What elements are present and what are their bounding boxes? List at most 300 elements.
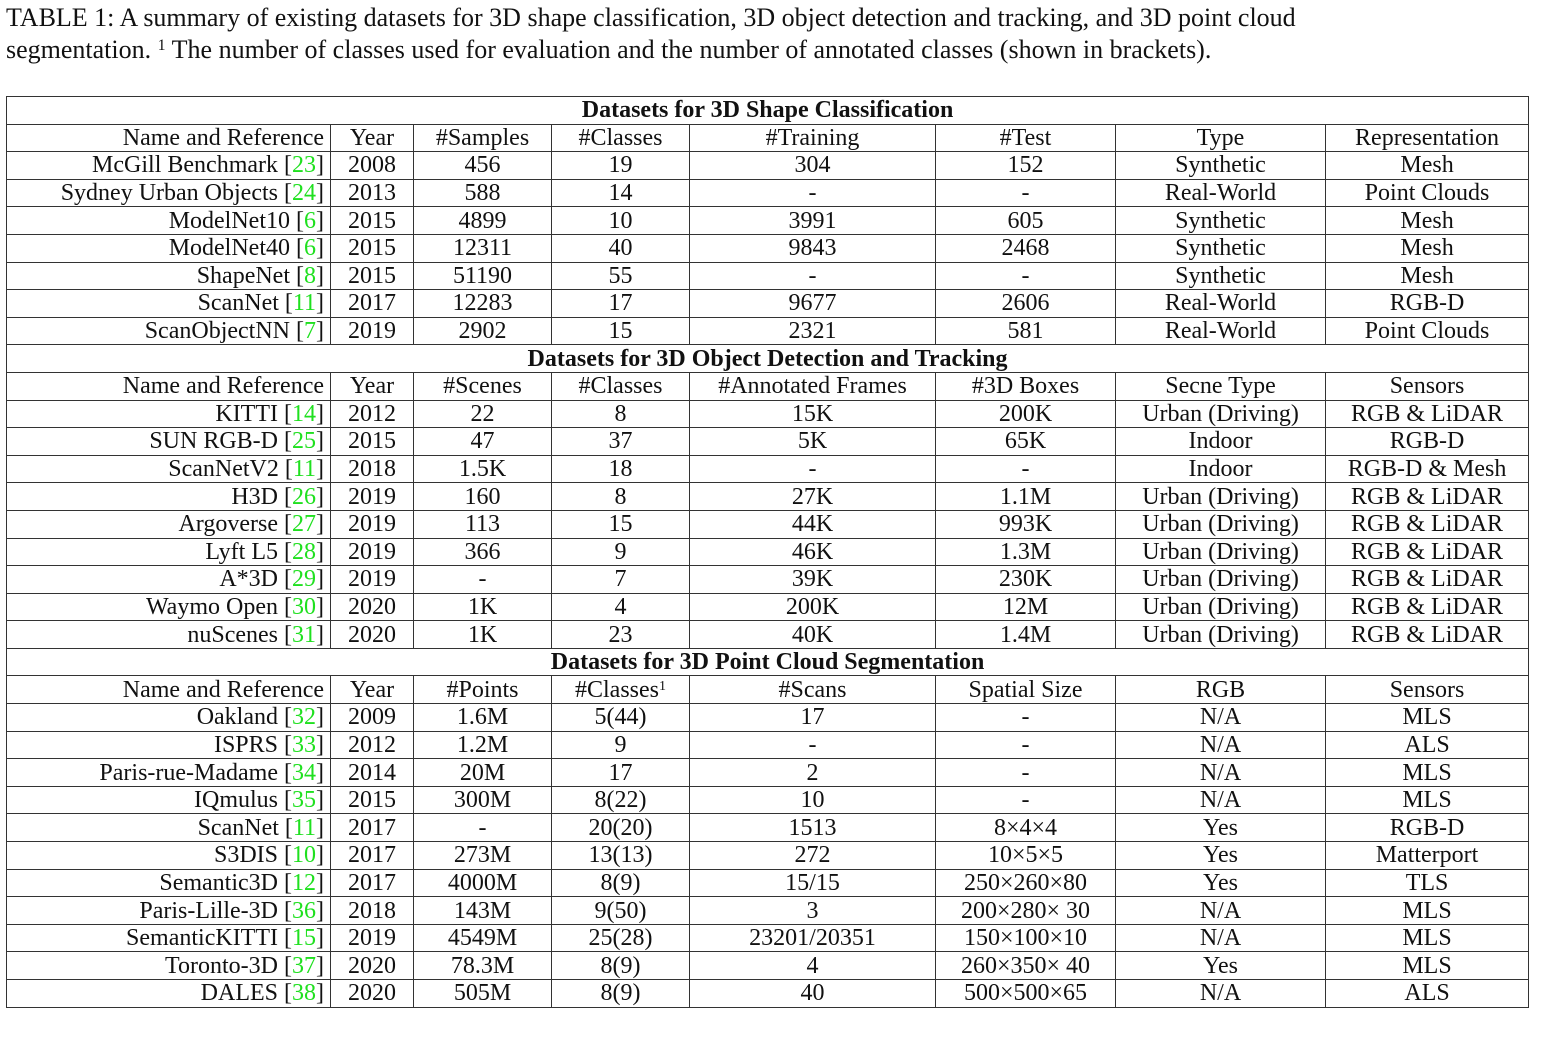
table-row [7, 317, 1529, 345]
dataset-name: A*3D [219, 566, 278, 593]
table-cell: 39K [690, 566, 936, 594]
table-cell: 2015 [331, 428, 414, 456]
column-header [552, 124, 690, 152]
table-cell: 9 [552, 538, 690, 566]
table-cell: RGB-D & Mesh [1326, 455, 1529, 483]
table-cell: 2012 [331, 400, 414, 428]
table-cell: N/A [1116, 980, 1326, 1008]
dataset-name-cell: ScanNetV2 [11] [7, 455, 331, 483]
citation-link[interactable]: 30 [292, 593, 316, 620]
table-cell: Yes [1116, 842, 1326, 870]
dataset-name: Argoverse [178, 511, 278, 538]
citation-link[interactable]: 7 [304, 318, 316, 345]
table-cell: Urban (Driving) [1116, 483, 1326, 511]
table-cell: 2008 [331, 152, 414, 180]
table-cell: MLS [1326, 952, 1529, 980]
table-cell: Real-World [1116, 317, 1326, 345]
table-cell: N/A [1116, 704, 1326, 732]
table-cell: Urban (Driving) [1116, 510, 1326, 538]
table-cell: 505M [414, 980, 552, 1008]
table-cell: Indoor [1116, 428, 1326, 456]
table-cell: Yes [1116, 814, 1326, 842]
table-cell: 366 [414, 538, 552, 566]
table-cell: Urban (Driving) [1116, 621, 1326, 649]
table-cell: RGB & LiDAR [1326, 483, 1529, 511]
table-cell: 2014 [331, 759, 414, 787]
table-cell: 4549M [414, 924, 552, 952]
table-cell: - [690, 179, 936, 207]
table-cell: 2 [690, 759, 936, 787]
citation-link[interactable]: 26 [292, 483, 316, 510]
dataset-name: ModelNet10 [168, 207, 290, 234]
dataset-name-cell: ModelNet40 [6] [7, 234, 331, 262]
table-cell: - [936, 455, 1116, 483]
table-cell: - [936, 759, 1116, 787]
caption-segment: segmentation. [6, 35, 152, 64]
table-cell: - [936, 179, 1116, 207]
dataset-name-cell: nuScenes [31] [7, 621, 331, 649]
table-row [7, 290, 1529, 318]
dataset-name: ScanNetV2 [168, 456, 279, 483]
citation-link[interactable]: 24 [292, 180, 316, 207]
table-cell: 23201/20351 [690, 924, 936, 952]
table-cell: 9677 [690, 290, 936, 318]
table-row [7, 207, 1529, 235]
table-cell: 1.5K [414, 455, 552, 483]
table-cell: 15 [552, 510, 690, 538]
dataset-name-cell: ScanNet [11] [7, 290, 331, 318]
table-cell: 4 [690, 952, 936, 980]
table-cell: 2017 [331, 869, 414, 897]
table-row [7, 952, 1529, 980]
citation-link[interactable]: 27 [292, 511, 316, 538]
table-cell: 304 [690, 152, 936, 180]
table-cell: 8(9) [552, 952, 690, 980]
dataset-name: ModelNet40 [168, 235, 290, 262]
table-row [7, 759, 1529, 787]
table-row [7, 152, 1529, 180]
table-cell: 2018 [331, 897, 414, 925]
dataset-name: ScanNet [197, 814, 279, 841]
table-cell: RGB-D [1326, 290, 1529, 318]
citation-link[interactable]: 32 [292, 704, 316, 731]
dataset-name: DALES [200, 980, 278, 1007]
table-cell: Yes [1116, 869, 1326, 897]
dataset-name: H3D [231, 483, 278, 510]
table-row [7, 400, 1529, 428]
column-header [690, 124, 936, 152]
table-cell: 2019 [331, 566, 414, 594]
table-cell: 4899 [414, 207, 552, 235]
table-cell: 2012 [331, 731, 414, 759]
section-title: Datasets for 3D Object Detection and Tracking [7, 345, 1529, 373]
table-row [7, 179, 1529, 207]
table-cell: N/A [1116, 731, 1326, 759]
column-header-label: #Test [999, 124, 1052, 151]
column-header [690, 676, 936, 704]
dataset-name-cell: McGill Benchmark [23] [7, 152, 331, 180]
column-header [331, 372, 414, 400]
dataset-name: ScanNet [197, 290, 279, 317]
column-header-label: #Classes [578, 373, 663, 400]
table-cell: 1.1M [936, 483, 1116, 511]
dataset-name: SUN RGB-D [149, 428, 278, 455]
dataset-name: Semantic3D [159, 869, 278, 896]
table-cell: 12M [936, 593, 1116, 621]
column-header-label: Secne Type [1165, 373, 1276, 400]
citation-link[interactable]: 33 [292, 731, 316, 758]
table-cell: 7 [552, 566, 690, 594]
section-title-row [7, 345, 1529, 373]
table-cell: 37 [552, 428, 690, 456]
citation-link[interactable]: 37 [292, 952, 316, 979]
citation-link[interactable]: 11 [292, 456, 316, 483]
citation-link[interactable]: 12 [292, 869, 316, 896]
table-cell: 14 [552, 179, 690, 207]
table-cell: 1K [414, 593, 552, 621]
column-header [414, 124, 552, 152]
citation-link[interactable]: 31 [292, 621, 316, 648]
dataset-name-cell: ISPRS [33] [7, 731, 331, 759]
table-cell: 40 [552, 234, 690, 262]
table-cell: - [690, 455, 936, 483]
dataset-name-cell: Argoverse [27] [7, 510, 331, 538]
table-cell: RGB-D [1326, 814, 1529, 842]
table-cell: MLS [1326, 786, 1529, 814]
dataset-name: Lyft L5 [205, 538, 278, 565]
table-cell: 22 [414, 400, 552, 428]
table-row [7, 842, 1529, 870]
table-cell: 18 [552, 455, 690, 483]
table-cell: 2020 [331, 593, 414, 621]
dataset-name: Waymo Open [145, 593, 278, 620]
table-cell: Point Clouds [1326, 317, 1529, 345]
table-cell: 2019 [331, 317, 414, 345]
column-header-label: Name and Reference [122, 676, 324, 703]
dataset-name-cell: Sydney Urban Objects [24] [7, 179, 331, 207]
citation-link[interactable]: 36 [292, 897, 316, 924]
table-cell: 2015 [331, 207, 414, 235]
table-cell: 1.6M [414, 704, 552, 732]
column-header [331, 676, 414, 704]
column-header [414, 372, 552, 400]
table-cell: 2009 [331, 704, 414, 732]
table-cell: RGB & LiDAR [1326, 566, 1529, 594]
table-cell: 13(13) [552, 842, 690, 870]
table-cell: Real-World [1116, 290, 1326, 318]
dataset-name: ScanObjectNN [144, 318, 290, 345]
citation-link[interactable]: 25 [292, 428, 316, 455]
table-cell: Matterport [1326, 842, 1529, 870]
table-cell: Point Clouds [1326, 179, 1529, 207]
column-header-label: #Samples [435, 124, 530, 151]
table-cell: Yes [1116, 952, 1326, 980]
table-cell: 40 [690, 980, 936, 1008]
dataset-name-cell: SemanticKITTI [15] [7, 924, 331, 952]
table-cell: 19 [552, 152, 690, 180]
citation-link[interactable]: 28 [292, 538, 316, 565]
column-header [7, 372, 331, 400]
dataset-name: ISPRS [213, 731, 278, 758]
table-cell: MLS [1326, 897, 1529, 925]
dataset-name-cell: Semantic3D [12] [7, 869, 331, 897]
table-cell: 10 [552, 207, 690, 235]
citation-link[interactable]: 14 [292, 400, 316, 427]
table-cell: 2017 [331, 842, 414, 870]
table-cell: - [414, 814, 552, 842]
table-cell: 250×260×80 [936, 869, 1116, 897]
dataset-name-cell: Oakland [32] [7, 704, 331, 732]
dataset-name: Oakland [196, 704, 278, 731]
table-cell: N/A [1116, 786, 1326, 814]
section-title-row [7, 648, 1529, 676]
column-header [1116, 676, 1326, 704]
table-cell: 260×350× 40 [936, 952, 1116, 980]
dataset-name-cell: DALES [38] [7, 980, 331, 1008]
table-row [7, 510, 1529, 538]
table-cell: 2020 [331, 952, 414, 980]
citation-link[interactable]: 10 [292, 842, 316, 869]
citation-link[interactable]: 6 [304, 207, 316, 234]
table-cell: 8(9) [552, 869, 690, 897]
table-cell: Mesh [1326, 152, 1529, 180]
table-cell: RGB & LiDAR [1326, 538, 1529, 566]
table-cell: 20M [414, 759, 552, 787]
dataset-name-cell: KITTI [14] [7, 400, 331, 428]
table-cell: 1.4M [936, 621, 1116, 649]
column-header-label: #Scenes [443, 373, 522, 400]
table-cell: Synthetic [1116, 152, 1326, 180]
table-cell: Urban (Driving) [1116, 538, 1326, 566]
citation-link[interactable]: 15 [292, 925, 316, 952]
table-cell: 5(44) [552, 704, 690, 732]
table-cell: 15K [690, 400, 936, 428]
column-header [690, 372, 936, 400]
dataset-name: Paris-rue-Madame [99, 759, 278, 786]
table-row [7, 731, 1529, 759]
table-cell: Urban (Driving) [1116, 566, 1326, 594]
table-cell: N/A [1116, 759, 1326, 787]
table-cell: Mesh [1326, 207, 1529, 235]
column-header [7, 124, 331, 152]
dataset-name-cell: A*3D [29] [7, 566, 331, 594]
citation-link[interactable]: 34 [292, 759, 316, 786]
table-cell: 12311 [414, 234, 552, 262]
table-row [7, 814, 1529, 842]
table-cell: 2013 [331, 179, 414, 207]
table-cell: Urban (Driving) [1116, 400, 1326, 428]
table-row [7, 428, 1529, 456]
column-header [936, 676, 1116, 704]
dataset-name-cell: S3DIS [10] [7, 842, 331, 870]
column-header [1116, 124, 1326, 152]
column-header [1326, 676, 1529, 704]
table-cell: 456 [414, 152, 552, 180]
table-cell: - [936, 704, 1116, 732]
table-row [7, 593, 1529, 621]
table-cell: MLS [1326, 924, 1529, 952]
column-header-row [7, 124, 1529, 152]
table-cell: 55 [552, 262, 690, 290]
table-cell: Mesh [1326, 234, 1529, 262]
table-cell: 8 [552, 400, 690, 428]
column-header-label: Year [349, 124, 395, 151]
table-cell: RGB & LiDAR [1326, 593, 1529, 621]
dataset-name-cell: ScanNet [11] [7, 814, 331, 842]
dataset-name: ShapeNet [196, 262, 290, 289]
table-cell: Real-World [1116, 179, 1326, 207]
column-header [7, 676, 331, 704]
table-cell: 2017 [331, 814, 414, 842]
table-cell: Urban (Driving) [1116, 593, 1326, 621]
column-header-label: Year [349, 676, 395, 703]
table-cell: - [414, 566, 552, 594]
column-header [936, 372, 1116, 400]
column-header-label: Name and Reference [122, 124, 324, 151]
column-header-label: Spatial Size [968, 676, 1083, 703]
table-cell: 2018 [331, 455, 414, 483]
column-header-label: Type [1196, 124, 1245, 151]
table-cell: - [690, 262, 936, 290]
caption-line-1: TABLE 1: A summary of existing datasets for 3D shape classification, 3D object detection and tracking, and 3D point cloud [6, 3, 1296, 32]
table-cell: ALS [1326, 980, 1529, 1008]
table-row [7, 483, 1529, 511]
citation-link[interactable]: 11 [292, 290, 316, 317]
citation-link[interactable]: 11 [292, 814, 316, 841]
column-header-row [7, 676, 1529, 704]
table-cell: 2020 [331, 980, 414, 1008]
table-cell: 65K [936, 428, 1116, 456]
dataset-name-cell: ShapeNet [8] [7, 262, 331, 290]
table-cell: 2015 [331, 786, 414, 814]
dataset-name: Paris-Lille-3D [139, 897, 278, 924]
table-cell: 113 [414, 510, 552, 538]
table-cell: RGB & LiDAR [1326, 621, 1529, 649]
dataset-name-cell: Toronto-3D [37] [7, 952, 331, 980]
dataset-name-cell: ScanObjectNN [7] [7, 317, 331, 345]
table-cell: 46K [690, 538, 936, 566]
table-cell: 2321 [690, 317, 936, 345]
table-cell: RGB & LiDAR [1326, 400, 1529, 428]
column-header [1326, 124, 1529, 152]
table-cell: 143M [414, 897, 552, 925]
citation-link[interactable]: 8 [304, 262, 316, 289]
table-cell: 27K [690, 483, 936, 511]
column-header-label: Sensors [1389, 373, 1465, 400]
table-cell: TLS [1326, 869, 1529, 897]
dataset-name: SemanticKITTI [126, 925, 278, 952]
table-row [7, 538, 1529, 566]
column-header [1326, 372, 1529, 400]
column-header [936, 124, 1116, 152]
table-cell: 2468 [936, 234, 1116, 262]
table-cell: 8×4×4 [936, 814, 1116, 842]
table-cell: 2015 [331, 262, 414, 290]
table-cell: - [936, 786, 1116, 814]
table-cell: 17 [690, 704, 936, 732]
table-cell: 25(28) [552, 924, 690, 952]
table-cell: 300M [414, 786, 552, 814]
table-cell: 9843 [690, 234, 936, 262]
citation-link[interactable]: 23 [292, 152, 316, 179]
table-cell: 4000M [414, 869, 552, 897]
column-header-label: #Classes [578, 124, 663, 151]
table-cell: - [936, 262, 1116, 290]
table-cell: 2015 [331, 234, 414, 262]
table-cell: 200×280× 30 [936, 897, 1116, 925]
footnote-mark: 1 [157, 37, 166, 54]
column-header-label: #Classes [575, 676, 659, 703]
table-cell: 2019 [331, 924, 414, 952]
table-row [7, 234, 1529, 262]
table-cell: RGB & LiDAR [1326, 510, 1529, 538]
dataset-name: nuScenes [187, 621, 278, 648]
table-cell: 8(22) [552, 786, 690, 814]
table-cell: 1.3M [936, 538, 1116, 566]
table-cell: N/A [1116, 897, 1326, 925]
dataset-name-cell: Lyft L5 [28] [7, 538, 331, 566]
table-cell: 150×100×10 [936, 924, 1116, 952]
footnote-text: The number of classes used for evaluation and the number of annotated classes (shown in brackets). [171, 35, 1212, 64]
dataset-name-cell: H3D [26] [7, 483, 331, 511]
table-cell: 10×5×5 [936, 842, 1116, 870]
table-cell: 3 [690, 897, 936, 925]
column-header [552, 372, 690, 400]
table-cell: 230K [936, 566, 1116, 594]
table-cell: Indoor [1116, 455, 1326, 483]
dataset-name-cell: IQmulus [35] [7, 786, 331, 814]
citation-link[interactable]: 38 [292, 980, 316, 1007]
column-header-label: #Scans [778, 676, 847, 703]
table-cell: 2606 [936, 290, 1116, 318]
table-cell: 9 [552, 731, 690, 759]
table-row [7, 924, 1529, 952]
table-cell: MLS [1326, 759, 1529, 787]
caption-line-2 [6, 34, 1551, 66]
column-header-label: RGB [1195, 676, 1246, 703]
table-cell: Synthetic [1116, 234, 1326, 262]
citation-link[interactable]: 29 [292, 566, 316, 593]
column-header-row [7, 372, 1529, 400]
citation-link[interactable]: 35 [292, 787, 316, 814]
table-cell: Mesh [1326, 262, 1529, 290]
dataset-name: KITTI [215, 400, 278, 427]
dataset-name: Sydney Urban Objects [60, 180, 278, 207]
table-cell: 993K [936, 510, 1116, 538]
dataset-name: S3DIS [213, 842, 278, 869]
dataset-name-cell: Paris-Lille-3D [36] [7, 897, 331, 925]
table-cell: 3991 [690, 207, 936, 235]
table-cell: 200K [690, 593, 936, 621]
table-cell: 588 [414, 179, 552, 207]
table-cell: 51190 [414, 262, 552, 290]
section-title: Datasets for 3D Point Cloud Segmentation [7, 648, 1529, 676]
table-cell: 4 [552, 593, 690, 621]
table-cell: 2019 [331, 483, 414, 511]
table-caption [6, 2, 1551, 66]
table-cell: 47 [414, 428, 552, 456]
table-row [7, 869, 1529, 897]
table-cell: 2019 [331, 538, 414, 566]
table-cell: 272 [690, 842, 936, 870]
citation-link[interactable]: 6 [304, 235, 316, 262]
column-header-label: #Training [765, 124, 860, 151]
table-cell: 40K [690, 621, 936, 649]
table-cell: 23 [552, 621, 690, 649]
column-header [1116, 372, 1326, 400]
column-header-label: Sensors [1389, 676, 1465, 703]
section-title: Datasets for 3D Shape Classification [7, 97, 1529, 125]
